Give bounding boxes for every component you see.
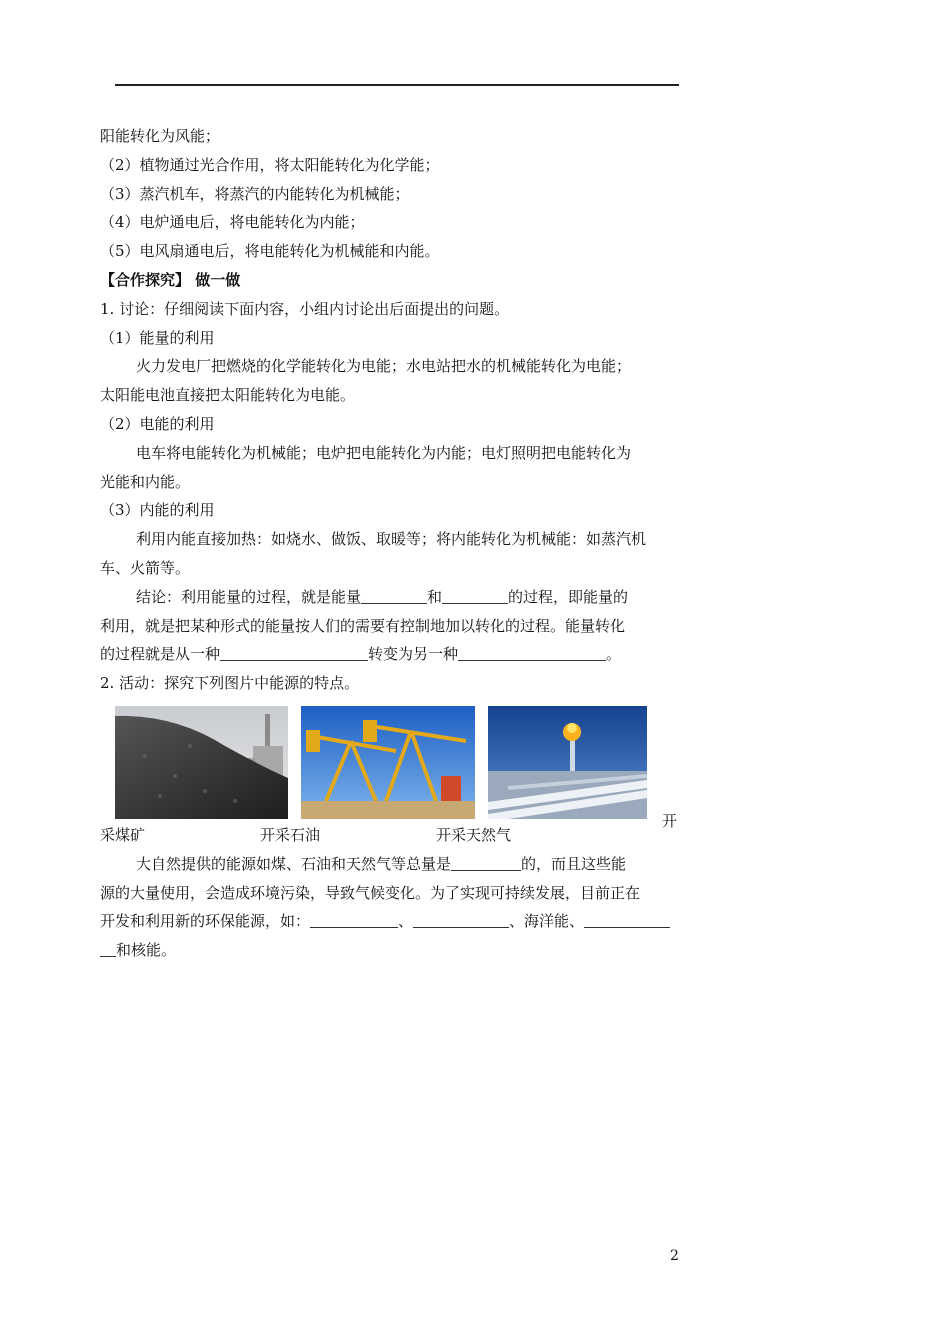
fill-blank[interactable] (310, 909, 398, 928)
fill-blank[interactable] (361, 585, 427, 604)
text-span: 大自然提供的能源如煤、石油和天然气等总量是 (136, 854, 452, 873)
text-span: 的过程，即能量的 (508, 587, 629, 606)
fill-blank[interactable] (100, 938, 116, 957)
coal-mine-photo (115, 706, 288, 819)
fill-blank[interactable] (451, 852, 521, 871)
text-span: 和 (427, 587, 443, 606)
text-span: 结论：利用能量的过程，就是能量 (136, 587, 362, 606)
section-heading: 【合作探究】 做一做 (100, 270, 241, 289)
item-2: 2. 活动：探究下列图片中能源的特点。 (100, 674, 360, 693)
text-span: 的过程就是从一种 (100, 645, 221, 664)
text-line: （2）植物通过光合作用，将太阳能转化为化学能； (100, 155, 440, 174)
text-line: （4）电炉通电后，将电能转化为内能； (100, 213, 365, 232)
item-1: 1. 讨论：仔细阅读下面内容，小组内讨论出后面提出的问题。 (100, 299, 510, 318)
text-line: 车、火箭等。 (100, 558, 191, 577)
conclusion-line-3 (100, 640, 680, 669)
natural-gas-photo (488, 706, 647, 819)
caption-gas: 开采天然气 (436, 825, 512, 844)
text-line: 利用内能直接加热：如烧水、做饭、取暖等；将内能转化为机械能：如蒸汽机 (136, 530, 647, 549)
fill-blank[interactable] (584, 909, 670, 928)
caption-oil: 开采石油 (260, 825, 321, 844)
sub-title-2: （2）电能的利用 (100, 414, 215, 433)
photo-captions (100, 821, 680, 850)
text-line: （3）蒸汽机车，将蒸汽的内能转化为机械能； (100, 184, 410, 203)
text-line: 火力发电厂把燃烧的化学能转化为电能；水电站把水的机械能转化为电能； (136, 357, 632, 376)
text-span: 转变为另一种 (368, 645, 459, 664)
text-line: 太阳能电池直接把太阳能转化为电能。 (100, 386, 356, 405)
photo-row (100, 706, 680, 830)
fill-blank[interactable] (442, 585, 508, 604)
paragraph-line-4 (100, 936, 680, 965)
text-span: 、海洋能、 (509, 912, 585, 931)
text-span: 。 (606, 645, 622, 664)
text-line: 光能和内能。 (100, 472, 191, 491)
sub-title-1: （1）能量的利用 (100, 328, 215, 347)
document-body (100, 122, 680, 965)
sub-title-3: （3）内能的利用 (100, 501, 215, 520)
text-line: 电车将电能转化为机械能；电炉把电能转化为内能；电灯照明把电能转化为 (136, 443, 632, 462)
caption-fragment: 开 (662, 811, 678, 830)
text-span: 、 (398, 912, 414, 931)
paragraph-line-3 (100, 907, 680, 936)
text-span: 开发和利用新的环保能源，如： (100, 912, 311, 931)
page-number: 2 (670, 1248, 679, 1264)
conclusion-line-1 (100, 583, 680, 612)
text-line: 利用，就是把某种形式的能量按人们的需要有控制地加以转化的过程。能量转化 (100, 616, 626, 635)
fill-blank[interactable] (220, 642, 368, 661)
text-line: 阳能转化为风能； (100, 127, 221, 145)
text-line: （5）电风扇通电后，将电能转化为机械能和内能。 (100, 242, 440, 261)
text-line: 源的大量使用，会造成环境污染，导致气候变化。为了实现可持续发展，目前正在 (100, 883, 641, 902)
caption-coal: 采煤矿 (100, 825, 146, 844)
text-span: 和核能。 (116, 941, 177, 960)
oil-pump-photo (301, 706, 475, 819)
paragraph-line-1 (100, 850, 680, 879)
text-span: 的，而且这些能 (521, 854, 627, 873)
header-rule (115, 84, 679, 86)
fill-blank[interactable] (458, 642, 606, 661)
fill-blank[interactable] (413, 909, 509, 928)
